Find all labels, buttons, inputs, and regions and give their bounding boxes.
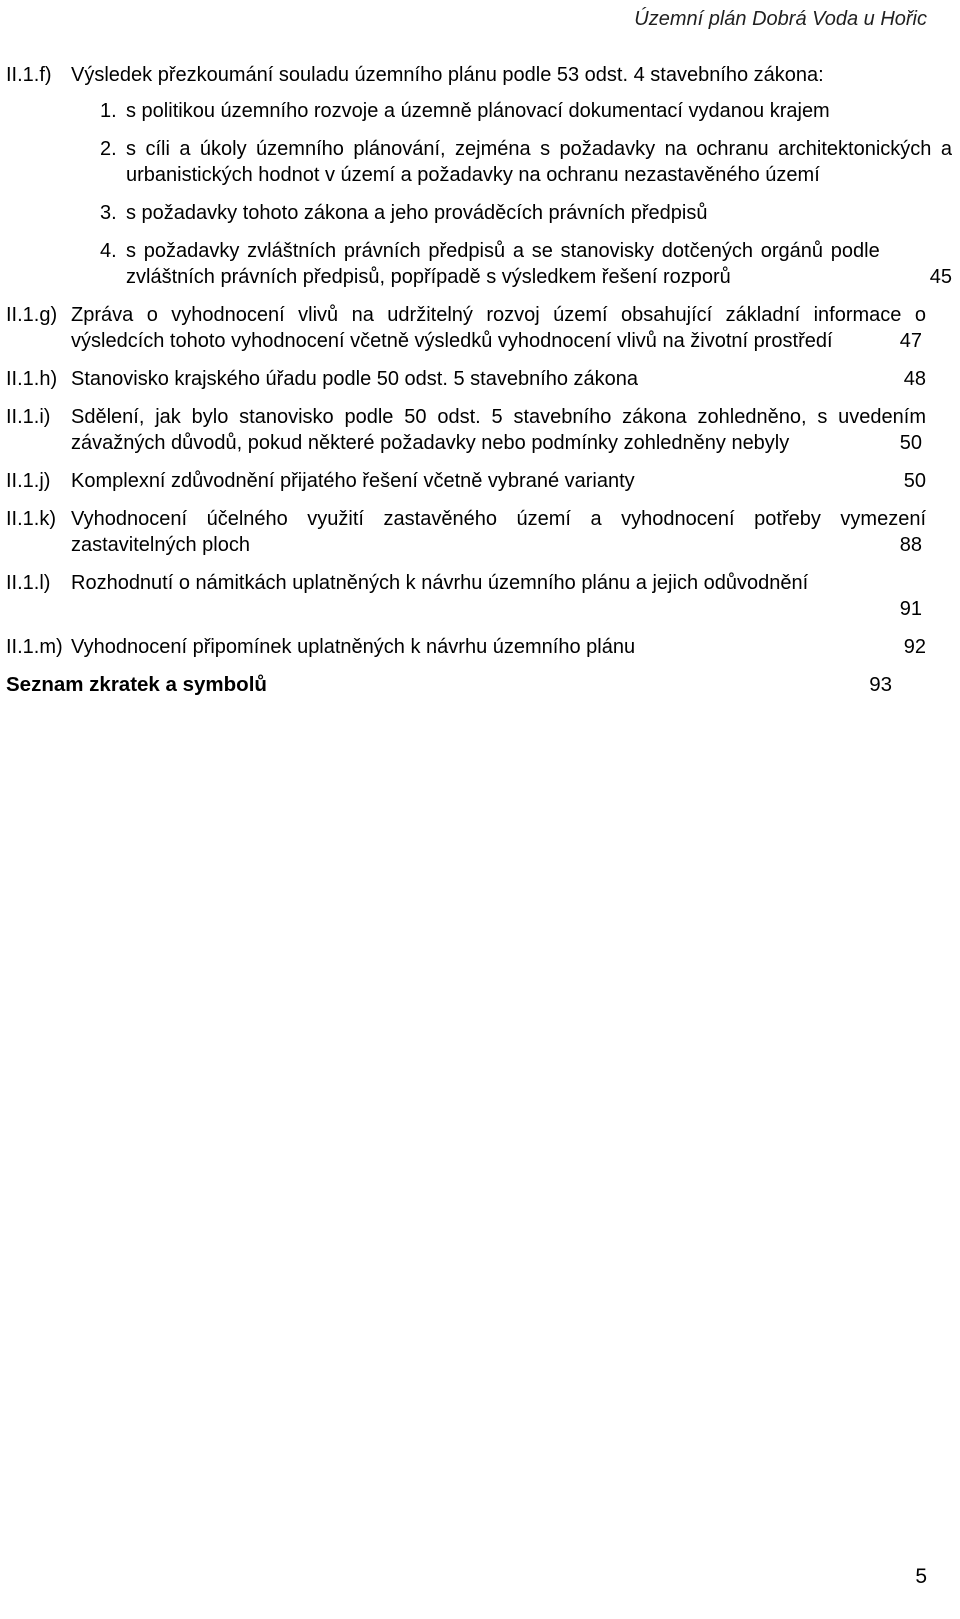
toc-entry-text: Rozhodnutí o námitkách uplatněných k návrhu územního plánu a jejich odůvodnění	[71, 572, 809, 594]
toc-entry-j	[6, 468, 956, 494]
toc-page-number: 47	[899, 330, 922, 352]
toc-subentry-text: s požadavky zvláštních právních předpisů a se stanovisky dotčených orgánů podle zvláštních právních předpisů, popřípadě s výsledkem řešení rozporů	[126, 240, 880, 288]
toc-page-number: 48	[903, 368, 926, 390]
toc-entry-text: Výsledek přezkoumání souladu územního plánu podle 53 odst. 4 stavebního zákona:	[71, 64, 824, 86]
toc-entry-m	[6, 634, 956, 660]
toc-subentry-2	[71, 136, 956, 188]
toc-subentry-number: 1.	[100, 100, 117, 122]
toc-subentry-text-wrap	[100, 238, 952, 290]
toc-entry-text: Zpráva o vyhodnocení vlivů na udržitelný rozvoj území obsahující základní informace o výsledcích tohoto vyhodnocení včetně výsledků vyhodnocení vlivů na životní prostředí	[71, 304, 926, 352]
toc-entry-text-wrap	[71, 468, 926, 494]
toc-subentry-4	[71, 238, 956, 290]
toc-entry-l	[6, 570, 956, 622]
toc-entry-text: Seznam zkratek a symbolů	[6, 673, 267, 696]
toc-entry-g	[6, 302, 956, 354]
toc-entry-text: Sdělení, jak bylo stanovisko podle 50 odst. 5 stavebního zákona zohledněno, s uvedením závažných důvodů, pokud některé požadavky nebo podmínky zohledněny nebyly	[71, 406, 926, 454]
toc-entry-label: II.1.g)	[6, 304, 58, 326]
toc-entry-label: II.1.m)	[6, 636, 63, 658]
toc-entry-text: Komplexní zdůvodnění přijatého řešení včetně vybrané varianty	[71, 470, 635, 492]
toc-subentry-text: s požadavky tohoto zákona a jeho prováděcích právních předpisů	[126, 202, 708, 224]
toc-subentry-1	[71, 98, 956, 124]
toc-entry-text-wrap	[71, 634, 926, 660]
toc-entry-label: II.1.i)	[6, 406, 51, 428]
toc-page-number: 93	[869, 673, 892, 696]
toc-entry-label: II.1.k)	[6, 508, 57, 530]
toc-entry-h	[6, 366, 956, 392]
document-header: Územní plán Dobrá Voda u Hořic	[634, 8, 927, 30]
toc-entry-f	[6, 62, 956, 88]
toc-entry-k	[6, 506, 956, 558]
toc-entry-label: II.1.l)	[6, 572, 51, 594]
toc-page-number: 50	[903, 470, 926, 492]
page-number: 5	[915, 1565, 927, 1588]
toc-subentry-number: 4.	[100, 240, 117, 262]
toc-subentry-number: 3.	[100, 202, 117, 224]
toc-subentry-3	[71, 200, 956, 226]
toc-entry-text: Vyhodnocení připomínek uplatněných k návrhu územního plánu	[71, 636, 636, 658]
toc-entry-label: II.1.j)	[6, 470, 51, 492]
toc-page-number: 92	[903, 636, 926, 658]
toc-entry-text-wrap	[71, 366, 926, 392]
toc-page-number: 88	[899, 534, 922, 556]
toc-entry-text: Stanovisko krajského úřadu podle 50 odst. 5 stavebního zákona	[71, 368, 639, 390]
table-of-contents	[6, 62, 956, 698]
toc-entry-abbreviations	[6, 672, 956, 698]
toc-entry-text: Vyhodnocení účelného využití zastavěného území a vyhodnocení potřeby vymezení zastavitelných ploch	[71, 508, 926, 556]
toc-page-number: 45	[929, 266, 952, 288]
toc-entry-i	[6, 404, 956, 456]
toc-subentry-text: s cíli a úkoly územního plánování, zejména s požadavky na ochranu architektonických a urbanistických hodnot v území a požadavky na ochranu nezastavěného území	[126, 138, 952, 186]
toc-entry-label: II.1.h)	[6, 368, 58, 390]
toc-page-number: 50	[899, 432, 922, 454]
toc-subentry-text: s politikou územního rozvoje a územně plánovací dokumentací vydanou krajem	[126, 100, 830, 122]
toc-subentry-number: 2.	[100, 138, 117, 160]
toc-entry-label: II.1.f)	[6, 64, 52, 86]
toc-page-number: 91	[899, 598, 922, 620]
